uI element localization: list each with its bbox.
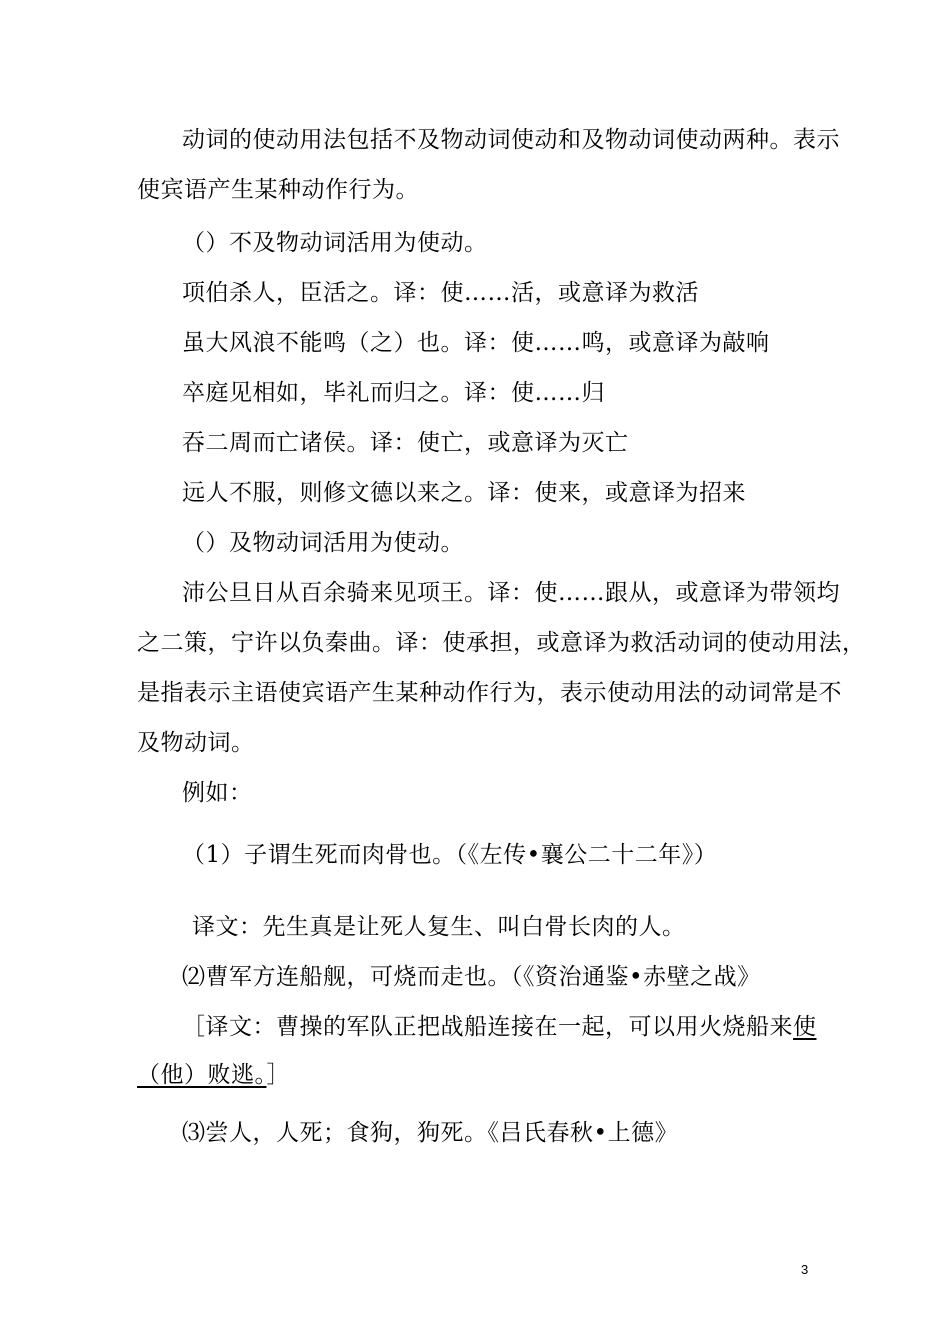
paragraph-line: 动词的使动用法包括不及物动词使动和及物动词使动两种。表示 — [182, 127, 840, 153]
paragraph-line: 及物动词。 — [137, 730, 255, 756]
page-number: 3 — [801, 1262, 809, 1277]
paragraph-line: 是指表示主语使宾语产生某种动作行为，表示使动用法的动词常是不 — [137, 680, 842, 706]
example-intro: 例如： — [182, 780, 253, 806]
example-line: 虽大风浪不能鸣（之）也。译：使……鸣，或意译为敲响 — [182, 330, 770, 356]
underlined-text: （他）败逃。 — [137, 1062, 267, 1088]
closing-bracket: ］ — [266, 1062, 290, 1088]
translation-line: 译文：先生真是让死人复生、叫白骨长肉的人。 — [192, 914, 686, 940]
example-line: ⑶尝人，人死；食狗，狗死。《吕氏春秋•上德》 — [182, 1120, 679, 1146]
example-line: 项伯杀人，臣活之。译：使……活，或意译为救活 — [182, 280, 699, 306]
example-line: ⑵曹军方连船舰，可烧而走也。（《资治通鉴•赤壁之战》 — [182, 964, 761, 990]
paragraph-line: 之二策，宁许以负秦曲。译：使承担，或意译为救活动词的使动用法， — [137, 630, 866, 656]
section-heading: （）及物动词活用为使动。 — [182, 530, 464, 556]
translation-line — [137, 1060, 290, 1090]
example-line: （1）子谓生死而肉骨也。（《左传•襄公二十二年》） — [182, 842, 718, 868]
paragraph-line: 沛公旦日从百余骑来见项王。译：使……跟从，或意译为带领均 — [182, 580, 840, 606]
section-heading: （）不及物动词活用为使动。 — [182, 230, 488, 256]
paragraph-line: 使宾语产生某种动作行为。 — [137, 177, 419, 203]
example-line: 卒庭见相如，毕礼而归之。译：使……归 — [182, 380, 605, 406]
translation-line — [182, 1012, 817, 1042]
translation-text: ［译文：曹操的军队正把战船连接在一起，可以用火烧船来 — [182, 1014, 793, 1040]
example-line: 远人不服，则修文德以来之。译：使来，或意译为招来 — [182, 480, 746, 506]
underlined-text: 使 — [793, 1014, 817, 1040]
example-line: 吞二周而亡诸侯。译：使亡，或意译为灭亡 — [182, 430, 629, 456]
